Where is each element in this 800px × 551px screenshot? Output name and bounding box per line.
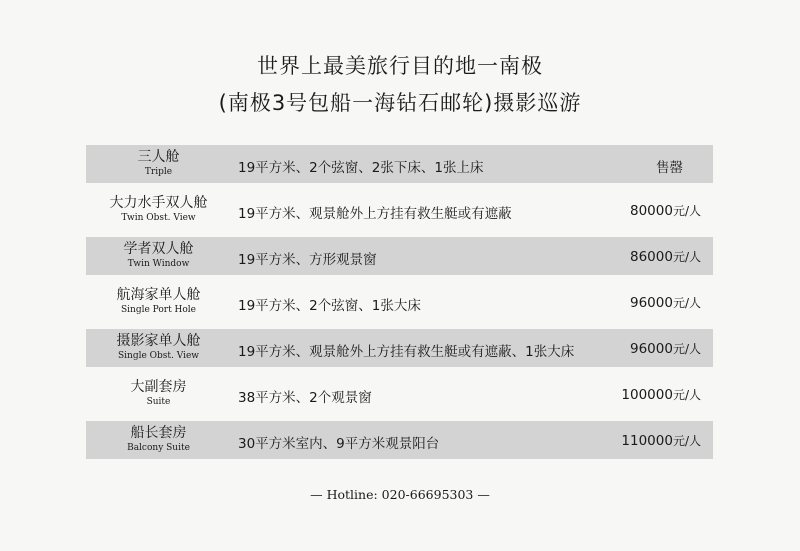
cabin-name-cn: 学者双人舱 <box>123 241 194 257</box>
table-row <box>86 237 713 275</box>
cabin-price: 售罄 <box>656 160 683 176</box>
table-row <box>86 329 713 367</box>
cabin-name-cn: 船长套房 <box>130 425 187 441</box>
page-subtitle: (南极3号包船一海钻石邮轮)摄影巡游 <box>218 91 582 115</box>
cabin-description: 38平方米、2个观景窗 <box>238 390 372 406</box>
price-value: 100000 <box>621 387 673 403</box>
cabin-name-en: Balcony Suite <box>127 443 190 453</box>
cabin-name-en: Triple <box>144 167 173 177</box>
cabin-description: 19平方米、方形观景窗 <box>238 252 377 268</box>
table-row <box>86 283 713 321</box>
cabin-description: 30平方米室内、9平方米观景阳台 <box>238 436 440 452</box>
table-row <box>86 375 713 413</box>
price-unit: 元/人 <box>672 342 701 356</box>
cabin-price <box>630 248 701 265</box>
price-value: 96000 <box>630 295 673 311</box>
cabin-price <box>630 202 701 219</box>
cabin-description: 19平方米、2个弦窗、1张大床 <box>238 298 421 314</box>
cabin-name-cn: 大力水手双人舱 <box>109 195 208 211</box>
cabin-name-cn: 三人舱 <box>137 149 180 165</box>
cabin-price <box>621 432 701 449</box>
cabin-name-en: Twin Window <box>127 259 190 269</box>
price-value: 80000 <box>630 203 673 219</box>
price-unit: 元/人 <box>672 250 701 264</box>
cabin-name-cn: 摄影家单人舱 <box>116 333 201 349</box>
cabin-price <box>630 294 701 311</box>
price-value: 86000 <box>630 249 673 265</box>
page-title: 世界上最美旅行目的地一南极 <box>257 54 543 78</box>
price-unit: 元/人 <box>672 434 701 448</box>
cabin-name-en: Suite <box>146 397 171 407</box>
cabin-name-en: Single Obst. View <box>117 351 199 361</box>
cabin-description: 19平方米、观景舱外上方挂有救生艇或有遮蔽 <box>238 206 512 222</box>
cabin-name-cn: 大副套房 <box>130 379 187 395</box>
cabin-name-cn: 航海家单人舱 <box>116 287 201 303</box>
price-value: 110000 <box>621 433 673 449</box>
price-unit: 元/人 <box>672 296 701 310</box>
table-row <box>86 145 713 183</box>
cabin-name-en: Single Port Hole <box>120 305 197 315</box>
cabin-price <box>630 340 701 357</box>
cabin-price-table <box>86 145 713 467</box>
table-row <box>86 191 713 229</box>
price-unit: 元/人 <box>672 388 701 402</box>
price-value: 96000 <box>630 341 673 357</box>
hotline: — Hotline: 020-66695303 — <box>310 487 490 502</box>
cabin-description: 19平方米、观景舱外上方挂有救生艇或有遮蔽、1张大床 <box>238 344 575 360</box>
cabin-price <box>621 386 701 403</box>
cabin-name-en: Twin Obst. View <box>121 213 196 223</box>
table-row <box>86 421 713 459</box>
cabin-description: 19平方米、2个弦窗、2张下床、1张上床 <box>238 160 484 176</box>
price-unit: 元/人 <box>672 204 701 218</box>
